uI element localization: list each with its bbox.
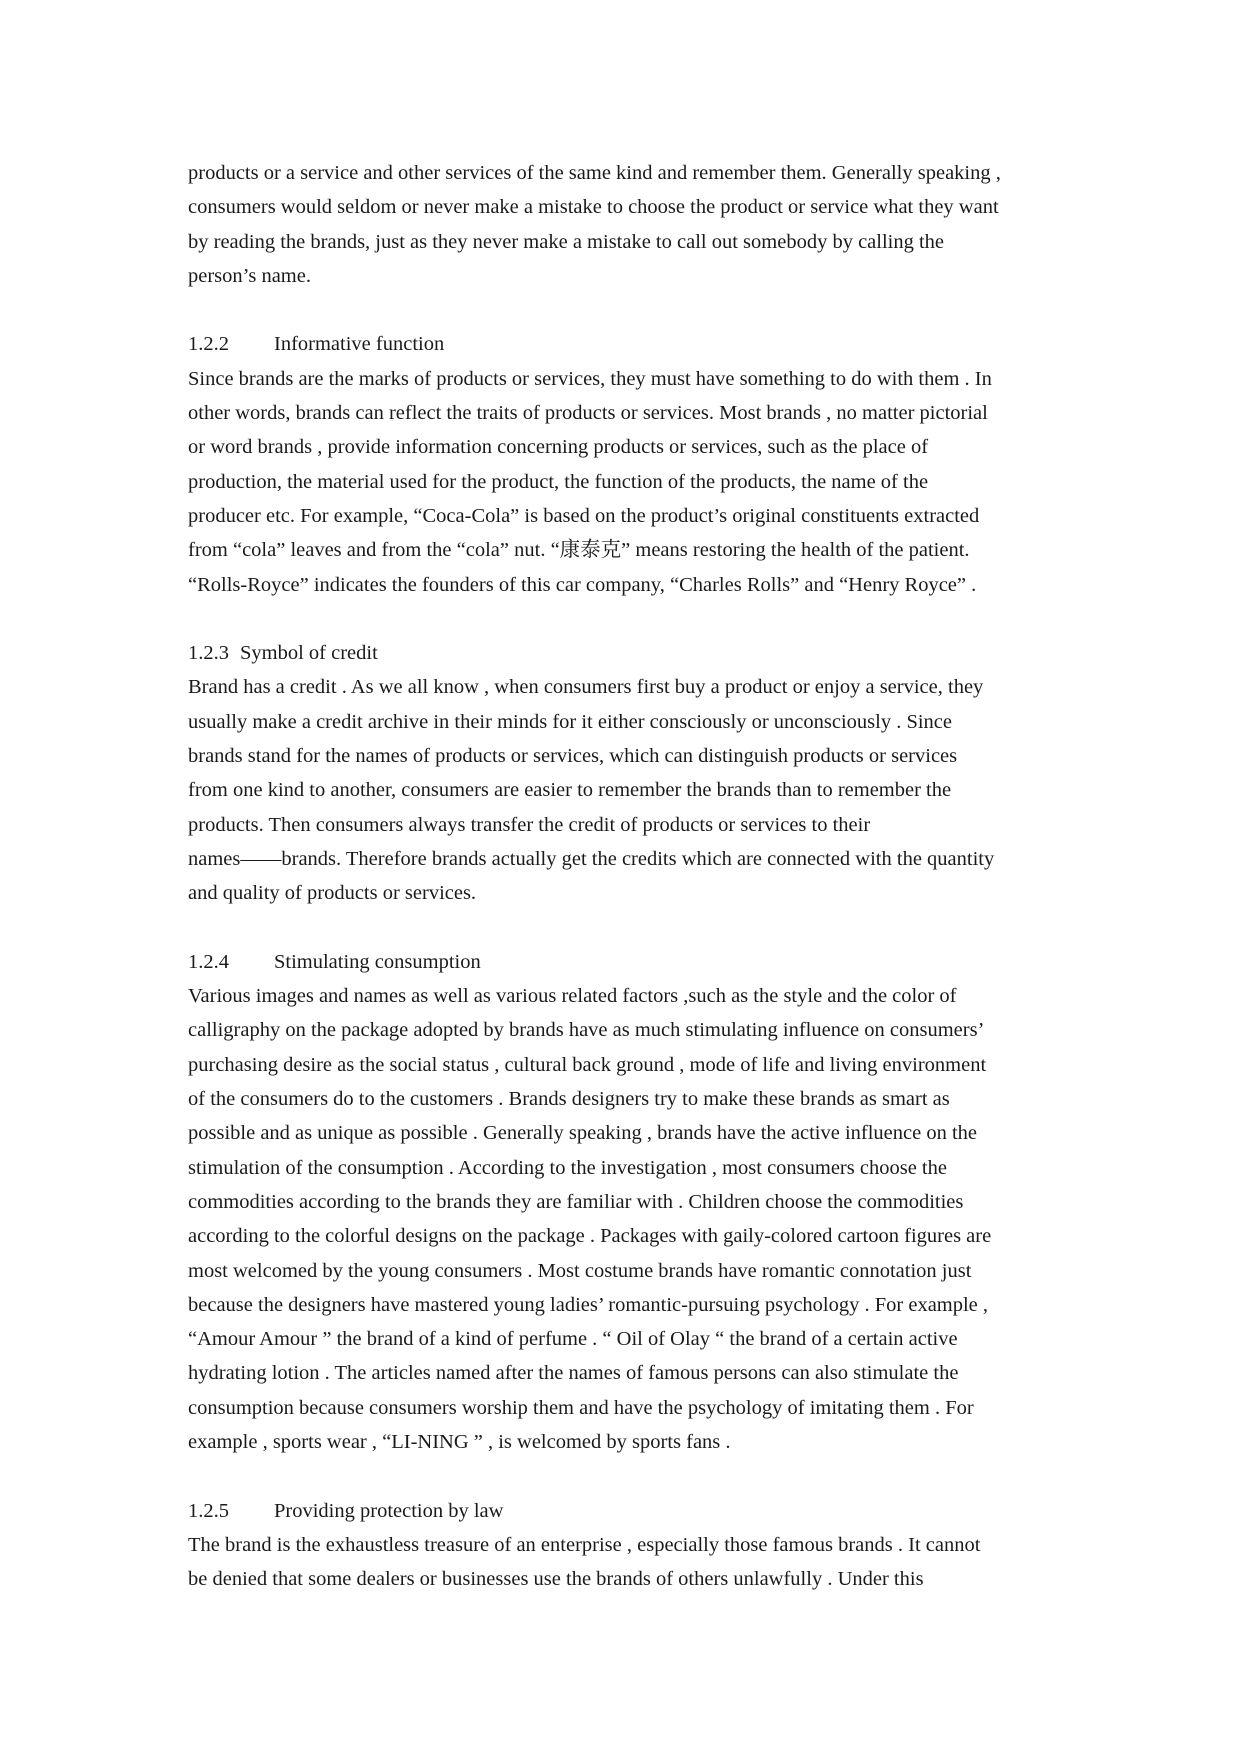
section-heading-1-2-3 <box>188 636 1068 670</box>
text-line: stimulation of the consumption . According to the investigation , most consumers choose the <box>188 1156 947 1179</box>
text-line: consumers would seldom or never make a mistake to choose the product or service what they want <box>188 196 999 219</box>
text-line: Since brands are the marks of products or services, they must have something to do with them . In <box>188 367 992 390</box>
section-title: Informative function <box>274 333 445 356</box>
text-line: example , sports wear , “LI-NING ” , is welcomed by sports fans . <box>188 1430 731 1453</box>
text-line: purchasing desire as the social status , cultural back ground , mode of life and living environment <box>188 1053 987 1076</box>
text-line: brands stand for the names of products or services, which can distinguish products or services <box>188 745 958 768</box>
text-line: products. Then consumers always transfer the credit of products or services to their <box>188 813 871 836</box>
section-number: 1.2.4 <box>188 950 229 973</box>
text-line: names——brands. Therefore brands actually get the credits which are connected with the quantity <box>188 847 995 870</box>
paragraph-spacer <box>188 293 1068 327</box>
intro-paragraph <box>188 156 1068 293</box>
text-line: “Rolls-Royce” indicates the founders of this car company, “Charles Rolls” and “Henry Royce” . <box>188 573 977 596</box>
section-title: Providing protection by law <box>274 1499 504 1522</box>
section-paragraph-1-2-3 <box>188 670 1068 910</box>
text-line: other words, brands can reflect the traits of products or services. Most brands , no matter pictorial <box>188 402 988 425</box>
text-line: from one kind to another, consumers are easier to remember the brands than to remember the <box>188 779 952 802</box>
section-number: 1.2.3 <box>188 642 229 665</box>
text-line: calligraphy on the package adopted by brands have as much stimulating influence on consumers’ <box>188 1019 985 1042</box>
paragraph-spacer <box>188 602 1068 636</box>
text-line: according to the colorful designs on the package . Packages with gaily-colored cartoon figures are <box>188 1225 992 1248</box>
text-line: Brand has a credit . As we all know , when consumers first buy a product or enjoy a service, they <box>188 676 984 699</box>
text-line: by reading the brands, just as they never make a mistake to call out somebody by calling the <box>188 230 945 253</box>
text-line: Various images and names as well as various related factors ,such as the style and the color of <box>188 985 957 1008</box>
text-line: The brand is the exhaustless treasure of an enterprise , especially those famous brands . It cannot <box>188 1533 981 1556</box>
text-line: or word brands , provide information concerning products or services, such as the place of <box>188 436 929 459</box>
section-title: Symbol of credit <box>240 642 378 665</box>
section-title: Stimulating consumption <box>274 950 481 973</box>
text-line: of the consumers do to the customers . Brands designers try to make these brands as smart as <box>188 1088 950 1111</box>
section-number: 1.2.2 <box>188 333 229 356</box>
text-line: products or a service and other services of the same kind and remember them. Generally speaking , <box>188 162 1001 184</box>
paragraph-spacer <box>188 911 1068 945</box>
paragraph-spacer <box>188 1459 1068 1493</box>
text-line: possible and as unique as possible . Generally speaking , brands have the active influence on the <box>188 1122 978 1145</box>
section-heading-1-2-2 <box>188 327 1068 361</box>
document-body <box>188 156 1068 1596</box>
section-paragraph-1-2-2 <box>188 362 1068 602</box>
text-line: and quality of products or services. <box>188 882 477 905</box>
text-line: most welcomed by the young consumers . Most costume brands have romantic connotation just <box>188 1259 972 1282</box>
text-line: person’s name. <box>188 264 311 287</box>
text-line: producer etc. For example, “Coca-Cola” is based on the product’s original constituents extracted <box>188 504 980 527</box>
section-paragraph-1-2-4 <box>188 979 1068 1459</box>
section-heading-1-2-4 <box>188 945 1068 979</box>
text-line: production, the material used for the product, the function of the products, the name of the <box>188 470 929 493</box>
text-line: because the designers have mastered young ladies’ romantic-pursuing psychology . For example , <box>188 1293 989 1316</box>
text-line: “Amour Amour ” the brand of a kind of perfume . “ Oil of Olay “ the brand of a certain active <box>188 1328 958 1351</box>
text-line: be denied that some dealers or businesses use the brands of others unlawfully . Under this <box>188 1568 924 1591</box>
text-line: from “cola” leaves and from the “cola” nut. “康泰克” means restoring the health of the patient. <box>188 539 970 562</box>
text-line: hydrating lotion . The articles named after the names of famous persons can also stimulate the <box>188 1362 959 1385</box>
section-heading-1-2-5 <box>188 1494 1068 1528</box>
text-line: commodities according to the brands they are familiar with . Children choose the commodities <box>188 1190 964 1213</box>
text-line: usually make a credit archive in their minds for it either consciously or unconsciously . Since <box>188 710 952 733</box>
section-paragraph-1-2-5 <box>188 1528 1068 1597</box>
text-line: consumption because consumers worship them and have the psychology of imitating them . For <box>188 1396 974 1419</box>
section-number: 1.2.5 <box>188 1499 229 1522</box>
